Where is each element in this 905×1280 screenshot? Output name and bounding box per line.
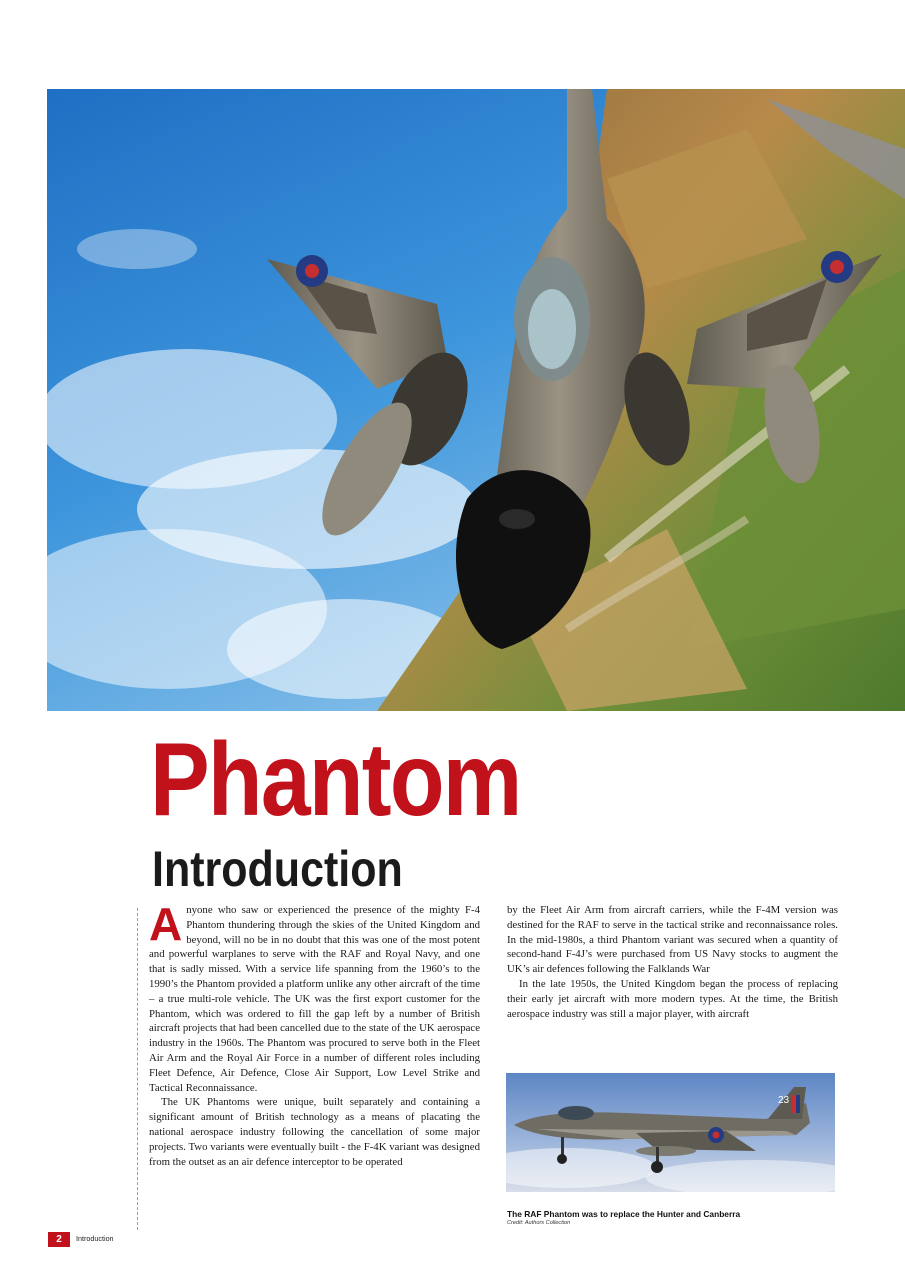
article-paragraph: In the late 1950s, the United Kingdom began the process of replacing their early jet aircraft with more modern types. At the time, the British aerospace industry was still a major player, with aircraft (507, 977, 838, 1020)
article-paragraph: by the Fleet Air Arm from aircraft carriers, while the F-4M version was destined for the RAF to serve in the tactical strike and reconnaissance roles. In the mid-1980s, a third Phantom variant was secured when a quantity of second-hand F-4J’s were purchased from US Navy stocks to augment the UK’s air defences following the Falklands War (507, 904, 838, 976)
paragraph-text: nyone who saw or experienced the presence of the mighty F-4 Phantom thundering through the skies of the United Kingdom and beyond, will no be in no doubt that this was one of the most potent and powerful warplanes to serve with the RAF and Royal Navy, and one that is sadly missed. With a service life spanning from the 1960’s to the 1990’s the Phantom provided a platform unlike any other aircraft of the time – a true multi-role vehicle. The UK was the first export customer for the Phantom, which was ordered to fill the gap left by a number of British aircraft projects that had been cancelled due to the state of the UK aerospace industry in the 1960s. The Phantom was procured to serve both in the Fleet Air Arm and the Royal Air Force in a number of different roles including Fleet Defence, Air Defence, Close Air Support, Low Level Strike and Tactical Reconnaissance. (149, 904, 480, 1094)
page-number: 2 (48, 1232, 70, 1247)
hunter-jet-photo (506, 1073, 835, 1192)
hero-photo (47, 89, 905, 711)
article-paragraph (149, 898, 480, 1095)
column-divider (137, 908, 138, 1230)
article-paragraph: The UK Phantoms were unique, built separately and containing a significant amount of British technology as a means of placating the national aerospace industry following the cancellation of some major projects. Two variants were eventually built - the F-4K variant was designed from the outset as an air defence interceptor to be operated (149, 1096, 480, 1168)
page-subtitle: Introduction (152, 841, 403, 897)
article-column-left (149, 898, 480, 1169)
phantom-jet-illustration (47, 89, 905, 711)
drop-cap: A (149, 898, 183, 950)
figure-caption: The RAF Phantom was to replace the Hunter and Canberra (507, 1209, 741, 1219)
footer-section-label: Introduction (76, 1234, 114, 1243)
page-title: Phantom (150, 722, 521, 838)
article-column-right (507, 903, 838, 1021)
tail-number: 23 (778, 1095, 790, 1106)
hunter-jet-illustration (506, 1073, 835, 1192)
figure-credit: Credit: Authors Collection (507, 1220, 571, 1226)
